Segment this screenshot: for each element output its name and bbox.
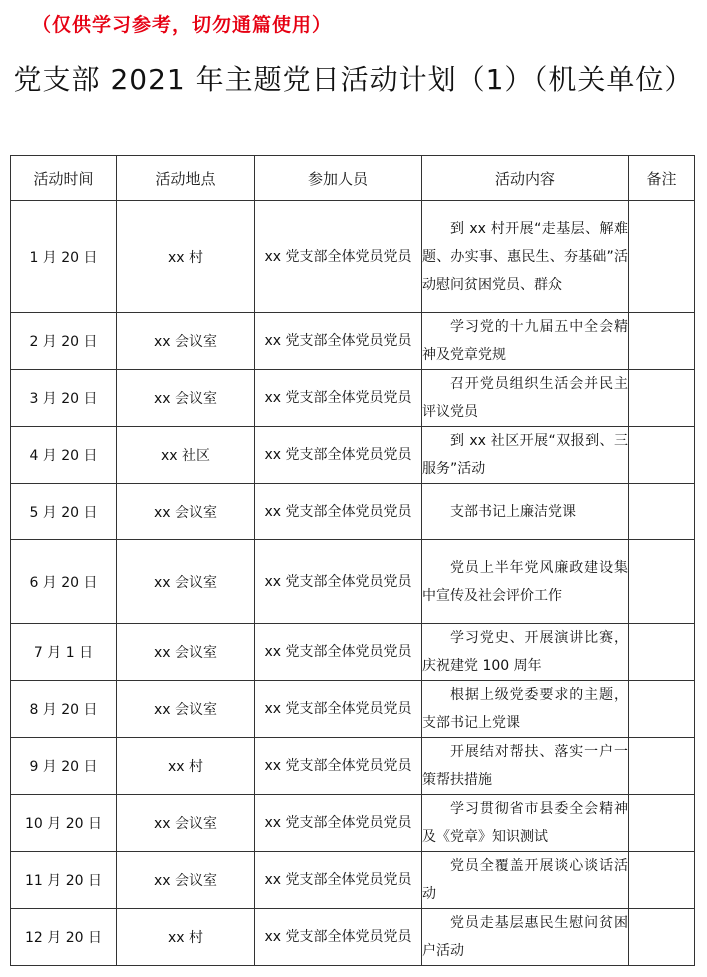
cell-note <box>629 201 695 313</box>
cell-place: xx 会议室 <box>117 313 255 370</box>
cell-note <box>629 681 695 738</box>
cell-time: 8 月 20 日 <box>11 681 117 738</box>
cell-people: xx 党支部全体党员党员 <box>255 852 422 909</box>
table-row <box>11 427 695 484</box>
cell-people: xx 党支部全体党员党员 <box>255 738 422 795</box>
cell-place: xx 会议室 <box>117 681 255 738</box>
cell-time: 3 月 20 日 <box>11 370 117 427</box>
cell-place: xx 会议室 <box>117 624 255 681</box>
cell-time: 2 月 20 日 <box>11 313 117 370</box>
cell-note <box>629 738 695 795</box>
cell-place: xx 会议室 <box>117 540 255 624</box>
cell-time: 1 月 20 日 <box>11 201 117 313</box>
usage-notice: （仅供学习参考，切勿通篇使用） <box>32 14 333 36</box>
header-note: 备注 <box>629 156 695 201</box>
cell-note <box>629 795 695 852</box>
cell-people: xx 党支部全体党员党员 <box>255 795 422 852</box>
cell-note <box>629 427 695 484</box>
table-row <box>11 201 695 313</box>
cell-note <box>629 484 695 540</box>
cell-note <box>629 313 695 370</box>
table-row <box>11 484 695 540</box>
cell-people: xx 党支部全体党员党员 <box>255 540 422 624</box>
cell-time: 7 月 1 日 <box>11 624 117 681</box>
cell-time: 10 月 20 日 <box>11 795 117 852</box>
table-header-row <box>11 156 695 201</box>
table-row <box>11 624 695 681</box>
cell-note <box>629 540 695 624</box>
cell-people: xx 党支部全体党员党员 <box>255 624 422 681</box>
cell-place: xx 会议室 <box>117 484 255 540</box>
cell-content: 学习党史、开展演讲比赛，庆祝建党 100 周年 <box>422 624 629 681</box>
page-title: 党支部 2021 年主题党日活动计划（1）（机关单位） <box>13 63 694 96</box>
cell-people: xx 党支部全体党员党员 <box>255 681 422 738</box>
cell-content: 党员上半年党风廉政建设集中宣传及社会评价工作 <box>422 540 629 624</box>
header-people: 参加人员 <box>255 156 422 201</box>
cell-note <box>629 852 695 909</box>
table-row <box>11 909 695 966</box>
cell-people: xx 党支部全体党员党员 <box>255 484 422 540</box>
activity-plan-table <box>10 155 695 966</box>
cell-time: 4 月 20 日 <box>11 427 117 484</box>
header-content: 活动内容 <box>422 156 629 201</box>
table-row <box>11 681 695 738</box>
cell-content: 到 xx 村开展“走基层、解难题、办实事、惠民生、夯基础”活动慰问贫困党员、群众 <box>422 201 629 313</box>
table-row <box>11 795 695 852</box>
cell-content: 召开党员组织生活会并民主评议党员 <box>422 370 629 427</box>
cell-people: xx 党支部全体党员党员 <box>255 909 422 966</box>
table-row <box>11 540 695 624</box>
cell-time: 9 月 20 日 <box>11 738 117 795</box>
table-row <box>11 313 695 370</box>
cell-place: xx 村 <box>117 909 255 966</box>
cell-time: 5 月 20 日 <box>11 484 117 540</box>
table-row <box>11 738 695 795</box>
cell-time: 12 月 20 日 <box>11 909 117 966</box>
cell-content: 开展结对帮扶、落实一户一策帮扶措施 <box>422 738 629 795</box>
cell-content: 到 xx 社区开展“双报到、三服务”活动 <box>422 427 629 484</box>
cell-content: 根据上级党委要求的主题，支部书记上党课 <box>422 681 629 738</box>
header-time: 活动时间 <box>11 156 117 201</box>
cell-people: xx 党支部全体党员党员 <box>255 201 422 313</box>
cell-place: xx 会议室 <box>117 795 255 852</box>
cell-place: xx 村 <box>117 738 255 795</box>
cell-note <box>629 624 695 681</box>
cell-place: xx 社区 <box>117 427 255 484</box>
cell-content: 党员走基层惠民生慰问贫困户活动 <box>422 909 629 966</box>
cell-people: xx 党支部全体党员党员 <box>255 427 422 484</box>
cell-content: 学习党的十九届五中全会精神及党章党规 <box>422 313 629 370</box>
cell-place: xx 会议室 <box>117 852 255 909</box>
table-row <box>11 370 695 427</box>
cell-people: xx 党支部全体党员党员 <box>255 313 422 370</box>
cell-content: 学习贯彻省市县委全会精神及《党章》知识测试 <box>422 795 629 852</box>
cell-place: xx 会议室 <box>117 370 255 427</box>
table-row <box>11 852 695 909</box>
cell-content: 支部书记上廉洁党课 <box>422 484 629 540</box>
header-place: 活动地点 <box>117 156 255 201</box>
cell-time: 11 月 20 日 <box>11 852 117 909</box>
cell-place: xx 村 <box>117 201 255 313</box>
cell-time: 6 月 20 日 <box>11 540 117 624</box>
cell-people: xx 党支部全体党员党员 <box>255 370 422 427</box>
cell-content: 党员全覆盖开展谈心谈话活动 <box>422 852 629 909</box>
cell-note <box>629 909 695 966</box>
cell-note <box>629 370 695 427</box>
